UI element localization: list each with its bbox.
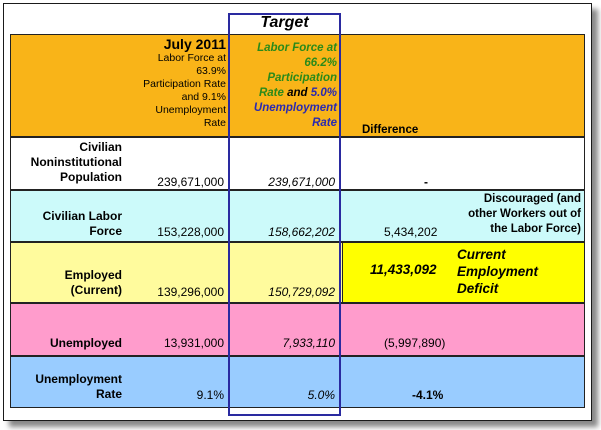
header-july-2011: July 2011 Labor Force at 63.9% Participation Rate and 9.1% Unemployment Rate	[123, 36, 226, 130]
population-actual: 239,671,000	[157, 175, 224, 189]
header-target: Labor Force at 66.2% Participation Rate and 5.0% Unemployment Rate	[253, 42, 337, 129]
labor-force-actual: 153,228,000	[157, 225, 224, 239]
rate-actual: 9.1%	[196, 388, 224, 402]
header-col1-title: July 2011	[163, 36, 226, 52]
labor-force-target: 158,662,202	[268, 225, 335, 239]
rate-diff: -4.1%	[412, 388, 444, 402]
employment-deficit-label: Current Employment Deficit	[457, 247, 539, 296]
label-unemployment-rate: Unemployment Rate	[35, 372, 122, 401]
population-diff: -	[424, 175, 428, 189]
unemployed-target: 7,933,110	[282, 336, 335, 350]
population-target: 239,671,000	[268, 175, 335, 189]
target-title: Target	[260, 14, 309, 31]
label-labor-force: Civilian Labor Force	[42, 209, 122, 238]
employed-target: 150,729,092	[268, 285, 335, 299]
discouraged-note: Discouraged (and other Workers out of the Labor Force)	[468, 193, 581, 235]
label-employed: Employed (Current)	[64, 268, 122, 297]
unemployed-actual: 13,931,000	[163, 336, 224, 350]
label-population: Civilian Noninstitutional Population	[30, 140, 122, 184]
unemployed-diff: (5,997,890)	[384, 336, 446, 350]
employed-actual: 139,296,000	[157, 285, 224, 299]
employment-deficit-value: 11,433,092	[370, 262, 437, 277]
label-unemployed: Unemployed	[49, 336, 122, 350]
rate-target: 5.0%	[307, 388, 335, 402]
labor-force-diff: 5,434,202	[384, 225, 438, 239]
header-difference: Difference	[362, 124, 419, 136]
